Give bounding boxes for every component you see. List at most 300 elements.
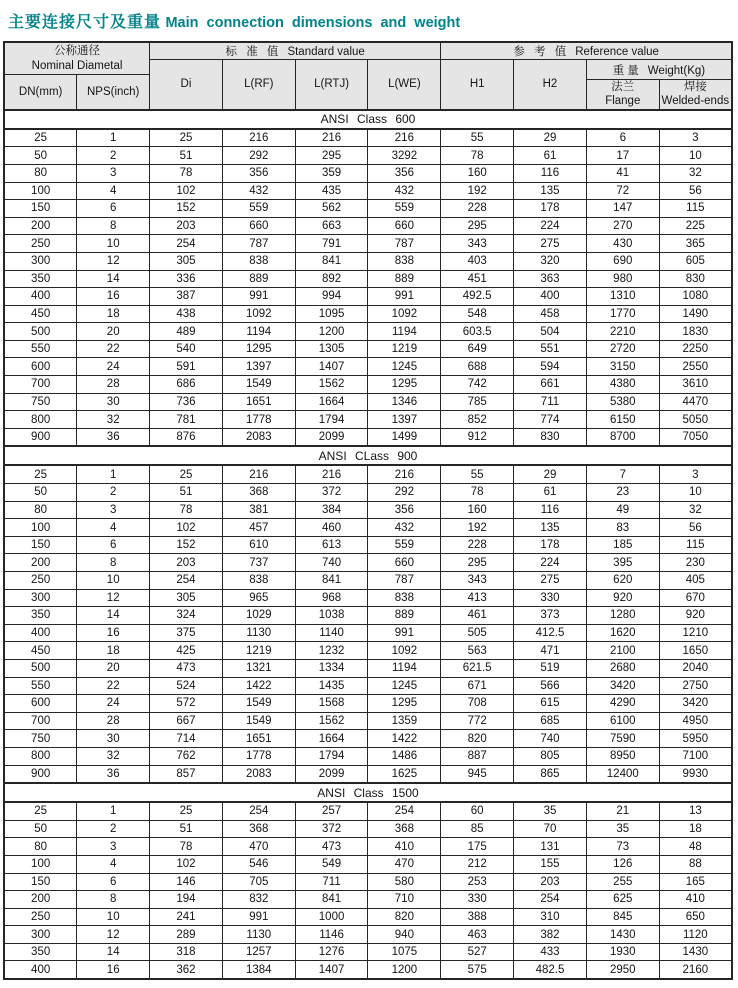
table-cell: 295 [441, 217, 514, 235]
table-cell: 18 [77, 642, 150, 660]
table-row [4, 288, 732, 306]
table-cell: 225 [659, 217, 732, 235]
table-cell: 203 [150, 217, 223, 235]
table-row [4, 147, 732, 165]
table-cell: 12 [77, 589, 150, 607]
table-cell: 88 [659, 855, 732, 873]
table-cell: 80 [4, 501, 77, 519]
table-cell: 254 [514, 891, 587, 909]
table-cell: 450 [4, 305, 77, 323]
table-cell: 102 [150, 182, 223, 200]
table-cell: 550 [4, 340, 77, 358]
table-cell: 1200 [368, 961, 441, 979]
table-cell: 8950 [586, 747, 659, 765]
table-cell: 1930 [586, 943, 659, 961]
table-cell: 21 [586, 802, 659, 820]
table-cell: 781 [150, 411, 223, 429]
header-col-flange [586, 80, 659, 110]
table-row [4, 252, 732, 270]
table-cell: 35 [586, 820, 659, 838]
table-cell: 1486 [368, 747, 441, 765]
table-cell: 2100 [586, 642, 659, 660]
table-cell: 800 [4, 411, 77, 429]
table-cell: 857 [150, 765, 223, 783]
table-cell: 200 [4, 217, 77, 235]
table-cell: 1092 [368, 642, 441, 660]
table-cell: 740 [514, 730, 587, 748]
table-cell: 185 [586, 536, 659, 554]
table-cell: 461 [441, 607, 514, 625]
table-cell: 4 [77, 519, 150, 537]
table-cell: 6 [77, 200, 150, 218]
table-cell: 254 [150, 235, 223, 253]
table-cell: 3292 [368, 147, 441, 165]
table-cell: 1664 [295, 393, 368, 411]
table-cell: 270 [586, 217, 659, 235]
table-cell: 661 [514, 376, 587, 394]
header-col-nps: NPS(inch) [77, 75, 150, 110]
table-cell: 471 [514, 642, 587, 660]
table-cell: 2550 [659, 358, 732, 376]
table-cell: 492.5 [441, 288, 514, 306]
table-cell: 384 [295, 501, 368, 519]
table-cell: 1651 [222, 393, 295, 411]
table-cell: 1130 [222, 926, 295, 944]
table-cell: 60 [441, 802, 514, 820]
table-row [4, 465, 732, 483]
table-cell: 838 [368, 252, 441, 270]
table-cell: 667 [150, 712, 223, 730]
table-cell: 1245 [368, 358, 441, 376]
table-cell: 356 [368, 164, 441, 182]
table-cell: 787 [222, 235, 295, 253]
header-standard-value [150, 42, 441, 60]
table-row [4, 659, 732, 677]
table-cell: 395 [586, 554, 659, 572]
table-cell: 70 [514, 820, 587, 838]
table-cell: 714 [150, 730, 223, 748]
table-cell: 1778 [222, 747, 295, 765]
table-cell: 78 [150, 501, 223, 519]
table-cell: 50 [4, 484, 77, 502]
table-cell: 1140 [295, 624, 368, 642]
table-cell: 6 [586, 129, 659, 147]
table-row [4, 712, 732, 730]
table-cell: 410 [659, 891, 732, 909]
table-row [4, 305, 732, 323]
table-cell: 20 [77, 323, 150, 341]
table-cell: 524 [150, 677, 223, 695]
table-cell: 368 [222, 484, 295, 502]
table-cell: 6150 [586, 411, 659, 429]
table-cell: 670 [659, 589, 732, 607]
table-cell: 3610 [659, 376, 732, 394]
table-cell: 594 [514, 358, 587, 376]
table-cell: 791 [295, 235, 368, 253]
table-cell: 343 [441, 572, 514, 590]
table-cell: 3 [659, 465, 732, 483]
table-cell: 29 [514, 129, 587, 147]
table-cell: 841 [295, 572, 368, 590]
header-weight-zh: 重量 [612, 64, 642, 77]
table-cell: 2083 [222, 428, 295, 446]
table-cell: 852 [441, 411, 514, 429]
table-cell: 603.5 [441, 323, 514, 341]
table-cell: 318 [150, 943, 223, 961]
table-cell: 3150 [586, 358, 659, 376]
header-nominal-en: Nominal Diametal [31, 59, 123, 72]
table-cell: 4470 [659, 393, 732, 411]
table-cell: 25 [4, 802, 77, 820]
table-row [4, 323, 732, 341]
table-cell: 14 [77, 270, 150, 288]
table-cell: 372 [295, 484, 368, 502]
table-cell: 3 [659, 129, 732, 147]
table-cell: 12 [77, 252, 150, 270]
table-cell: 30 [77, 393, 150, 411]
table-cell: 359 [295, 164, 368, 182]
table-cell: 2099 [295, 765, 368, 783]
table-cell: 10 [77, 235, 150, 253]
table-cell: 940 [368, 926, 441, 944]
table-cell: 889 [368, 270, 441, 288]
table-cell: 200 [4, 891, 77, 909]
table-cell: 566 [514, 677, 587, 695]
table-row [4, 536, 732, 554]
table-cell: 32 [77, 747, 150, 765]
table-cell: 1295 [368, 695, 441, 713]
table-cell: 10 [77, 572, 150, 590]
table-cell: 3420 [586, 677, 659, 695]
table-cell: 32 [659, 164, 732, 182]
table-cell: 742 [441, 376, 514, 394]
table-cell: 711 [514, 393, 587, 411]
table-cell: 254 [150, 572, 223, 590]
table-cell: 1038 [295, 607, 368, 625]
table-cell: 36 [77, 765, 150, 783]
table-row [4, 200, 732, 218]
table-cell: 1359 [368, 712, 441, 730]
table-row [4, 235, 732, 253]
header-flange-en: Flange [605, 95, 641, 108]
table-cell: 368 [368, 820, 441, 838]
table-cell: 438 [150, 305, 223, 323]
table-cell: 2950 [586, 961, 659, 979]
table-cell: 838 [222, 572, 295, 590]
table-cell: 774 [514, 411, 587, 429]
table-row [4, 376, 732, 394]
table-cell: 1499 [368, 428, 441, 446]
table-cell: 945 [441, 765, 514, 783]
table-cell: 551 [514, 340, 587, 358]
table-cell: 887 [441, 747, 514, 765]
table-cell: 559 [368, 200, 441, 218]
table-cell: 250 [4, 572, 77, 590]
table-cell: 889 [222, 270, 295, 288]
table-cell: 175 [441, 838, 514, 856]
table-cell: 688 [441, 358, 514, 376]
table-cell: 212 [441, 855, 514, 873]
table-cell: 991 [368, 624, 441, 642]
header-reference-zh: 参 考 值 [513, 46, 570, 58]
table-cell: 1422 [222, 677, 295, 695]
table-cell: 991 [222, 908, 295, 926]
table-cell: 24 [77, 358, 150, 376]
table-cell: 1257 [222, 943, 295, 961]
table-cell: 150 [4, 536, 77, 554]
table-cell: 562 [295, 200, 368, 218]
table-cell: 711 [295, 873, 368, 891]
table-cell: 830 [514, 428, 587, 446]
table-cell: 482.5 [514, 961, 587, 979]
table-row [4, 747, 732, 765]
table-cell: 1397 [368, 411, 441, 429]
table-cell: 228 [441, 200, 514, 218]
table-cell: 216 [295, 129, 368, 147]
table-cell: 1219 [368, 340, 441, 358]
table-cell: 292 [222, 147, 295, 165]
table-cell: 2680 [586, 659, 659, 677]
header-reference-value [441, 42, 732, 60]
table-row [4, 642, 732, 660]
table-cell: 470 [222, 838, 295, 856]
table-cell: 160 [441, 501, 514, 519]
table-cell: 559 [368, 536, 441, 554]
table-cell: 1146 [295, 926, 368, 944]
table-cell: 451 [441, 270, 514, 288]
table-cell: 2250 [659, 340, 732, 358]
table-cell: 620 [586, 572, 659, 590]
table-cell: 29 [514, 465, 587, 483]
table-cell: 3 [77, 164, 150, 182]
table-cell: 41 [586, 164, 659, 182]
table-cell: 2099 [295, 428, 368, 446]
table-cell: 740 [295, 554, 368, 572]
table-cell: 78 [150, 164, 223, 182]
header-nominal-zh: 公称通径 [54, 45, 101, 58]
table-cell: 28 [77, 376, 150, 394]
table-cell: 889 [368, 607, 441, 625]
table-cell: 150 [4, 200, 77, 218]
table-cell: 762 [150, 747, 223, 765]
table-cell: 7 [586, 465, 659, 483]
header-col-dn: DN(mm) [4, 75, 77, 110]
table-cell: 991 [368, 288, 441, 306]
table-cell: 250 [4, 235, 77, 253]
table-cell: 660 [222, 217, 295, 235]
table-cell: 1435 [295, 677, 368, 695]
table-row [4, 182, 732, 200]
table-row [4, 340, 732, 358]
table-cell: 3 [77, 501, 150, 519]
table-cell: 224 [514, 554, 587, 572]
table-cell: 3420 [659, 695, 732, 713]
table-cell: 1029 [222, 607, 295, 625]
table-row [4, 572, 732, 590]
table-cell: 1620 [586, 624, 659, 642]
header-standard-en: Standard value [287, 46, 365, 58]
table-cell: 320 [514, 252, 587, 270]
table-cell: 705 [222, 873, 295, 891]
table-cell: 1092 [222, 305, 295, 323]
table-cell: 500 [4, 323, 77, 341]
table-row [4, 820, 732, 838]
table-row [4, 908, 732, 926]
table-cell: 559 [222, 200, 295, 218]
table-cell: 32 [77, 411, 150, 429]
table-cell: 216 [368, 465, 441, 483]
table-cell: 845 [586, 908, 659, 926]
table-cell: 16 [77, 624, 150, 642]
table-cell: 965 [222, 589, 295, 607]
table-cell: 10 [659, 484, 732, 502]
table-cell: 1830 [659, 323, 732, 341]
table-cell: 1430 [586, 926, 659, 944]
table-cell: 49 [586, 501, 659, 519]
table-cell: 650 [659, 908, 732, 926]
section-label: ANSI CLass 900 [4, 446, 732, 465]
table-cell: 1321 [222, 659, 295, 677]
table-cell: 787 [368, 235, 441, 253]
table-row [4, 943, 732, 961]
header-weight-en: Weight(Kg) [647, 64, 706, 77]
table-cell: 2750 [659, 677, 732, 695]
table-cell: 546 [222, 855, 295, 873]
table-cell: 1 [77, 802, 150, 820]
table-cell: 20 [77, 659, 150, 677]
table-cell: 892 [295, 270, 368, 288]
table-cell: 1276 [295, 943, 368, 961]
table-cell: 432 [368, 519, 441, 537]
table-header [4, 42, 732, 110]
header-nominal-diameter [4, 42, 150, 75]
table-cell: 13 [659, 802, 732, 820]
table-cell: 2083 [222, 765, 295, 783]
table-cell: 6 [77, 536, 150, 554]
table-cell: 549 [295, 855, 368, 873]
table-cell: 830 [659, 270, 732, 288]
table-cell: 4950 [659, 712, 732, 730]
table-cell: 25 [4, 465, 77, 483]
table-cell: 363 [514, 270, 587, 288]
table-cell: 388 [441, 908, 514, 926]
table-cell: 600 [4, 358, 77, 376]
table-cell: 1407 [295, 358, 368, 376]
table-cell: 1092 [368, 305, 441, 323]
table-row [4, 393, 732, 411]
table-cell: 192 [441, 519, 514, 537]
table-cell: 100 [4, 855, 77, 873]
table-cell: 968 [295, 589, 368, 607]
table-cell: 310 [514, 908, 587, 926]
table-cell: 116 [514, 164, 587, 182]
table-row [4, 765, 732, 783]
table-cell: 1194 [368, 659, 441, 677]
table-cell: 605 [659, 252, 732, 270]
table-cell: 254 [222, 802, 295, 820]
table-cell: 432 [222, 182, 295, 200]
table-cell: 152 [150, 200, 223, 218]
table-cell: 876 [150, 428, 223, 446]
table-cell: 115 [659, 536, 732, 554]
table-cell: 470 [368, 855, 441, 873]
table-cell: 382 [514, 926, 587, 944]
header-col-di: Di [150, 60, 223, 110]
table-cell: 2 [77, 484, 150, 502]
table-cell: 255 [586, 873, 659, 891]
table-cell: 8700 [586, 428, 659, 446]
table-cell: 10 [77, 908, 150, 926]
table-cell: 413 [441, 589, 514, 607]
table-cell: 216 [295, 465, 368, 483]
table-row [4, 589, 732, 607]
table-row [4, 164, 732, 182]
header-col-welded-ends [659, 80, 732, 110]
table-cell: 10 [659, 147, 732, 165]
table-cell: 22 [77, 340, 150, 358]
table-cell: 350 [4, 943, 77, 961]
table-cell: 135 [514, 182, 587, 200]
header-col-h2: H2 [514, 60, 587, 110]
table-cell: 203 [150, 554, 223, 572]
table-cell: 1770 [586, 305, 659, 323]
table-cell: 78 [150, 838, 223, 856]
table-row [4, 677, 732, 695]
table-cell: 230 [659, 554, 732, 572]
table-cell: 425 [150, 642, 223, 660]
table-cell: 1549 [222, 376, 295, 394]
table-cell: 8 [77, 891, 150, 909]
table-cell: 73 [586, 838, 659, 856]
table-cell: 1295 [222, 340, 295, 358]
table-cell: 865 [514, 765, 587, 783]
table-cell: 900 [4, 428, 77, 446]
table-row [4, 730, 732, 748]
table-cell: 750 [4, 393, 77, 411]
table-cell: 832 [222, 891, 295, 909]
table-cell: 1549 [222, 695, 295, 713]
table-cell: 102 [150, 519, 223, 537]
table-cell: 991 [222, 288, 295, 306]
table-cell: 80 [4, 838, 77, 856]
table-cell: 2 [77, 820, 150, 838]
table-cell: 920 [659, 607, 732, 625]
table-cell: 126 [586, 855, 659, 873]
table-cell: 5950 [659, 730, 732, 748]
table-cell: 18 [77, 305, 150, 323]
table-cell: 50 [4, 820, 77, 838]
header-col-lrf: L(RF) [222, 60, 295, 110]
table-cell: 254 [368, 802, 441, 820]
table-cell: 135 [514, 519, 587, 537]
table-cell: 690 [586, 252, 659, 270]
table-cell: 250 [4, 908, 77, 926]
page-title-english: Main connection dimensions and weight [165, 15, 461, 31]
table-cell: 25 [150, 802, 223, 820]
table-row [4, 624, 732, 642]
table-row [4, 519, 732, 537]
table-cell: 1397 [222, 358, 295, 376]
table-cell: 1549 [222, 712, 295, 730]
table-cell: 540 [150, 340, 223, 358]
table-cell: 660 [368, 217, 441, 235]
table-cell: 1778 [222, 411, 295, 429]
table-cell: 405 [659, 572, 732, 590]
table-cell: 2160 [659, 961, 732, 979]
table-cell: 400 [4, 624, 77, 642]
table-cell: 1346 [368, 393, 441, 411]
table-cell: 51 [150, 820, 223, 838]
